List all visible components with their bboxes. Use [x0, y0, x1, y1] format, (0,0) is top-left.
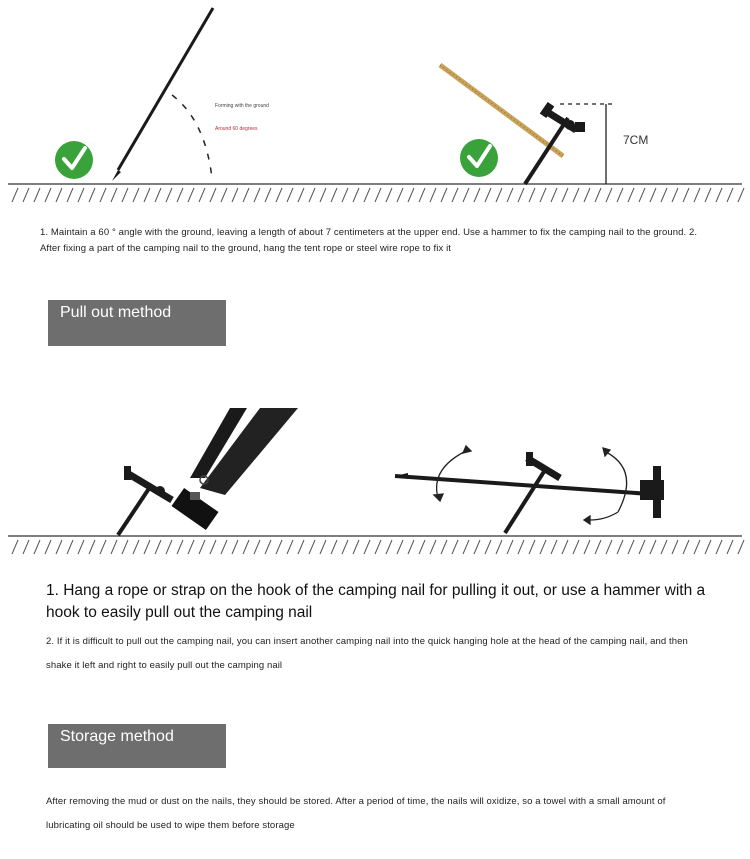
- crossed-nails: [395, 452, 664, 533]
- shake-arrow-icon: [434, 446, 471, 501]
- storage-method-label: [48, 724, 226, 768]
- camping-nail-pulled: [118, 466, 172, 535]
- pulling-strap: [171, 408, 298, 530]
- height-label: 7CM: [623, 133, 649, 147]
- annotation-ground: Forming with the ground: [215, 103, 269, 109]
- annotation-angle: Around 60 degrees: [215, 126, 258, 132]
- shake-arrow-icon: [584, 448, 627, 524]
- storage-method-text: Storage method: [60, 728, 174, 745]
- pull-out-secondary-text: 2. If it is difficult to pull out the camping nail, you can insert another camping nail into the quick hanging hole at the head of the camping nail, and then shake it left and right to easily pull out the camping nail: [46, 636, 688, 671]
- install-instructions: 1. Maintain a 60 ° angle with the ground, leaving a length of about 7 centimeters at the upper end. Use a hammer to fix the camping nail to the ground. 2. After fixing a part of the camping nail to the ground, hang the tent rope or steel wire rope to fix it: [40, 227, 698, 254]
- pull-out-method-text: Pull out method: [60, 304, 172, 321]
- storage-text: After removing the mud or dust on the nails, they should be stored. After a period of time, the nails will oxidize, so a towel with a small amount of lubricating oil should be used to wipe them before storage: [46, 796, 666, 831]
- pull-out-main-text: 1. Hang a rope or strap on the hook of the camping nail for pulling it out, or use a hammer with a hook to easily pull out the camping nail: [46, 582, 706, 621]
